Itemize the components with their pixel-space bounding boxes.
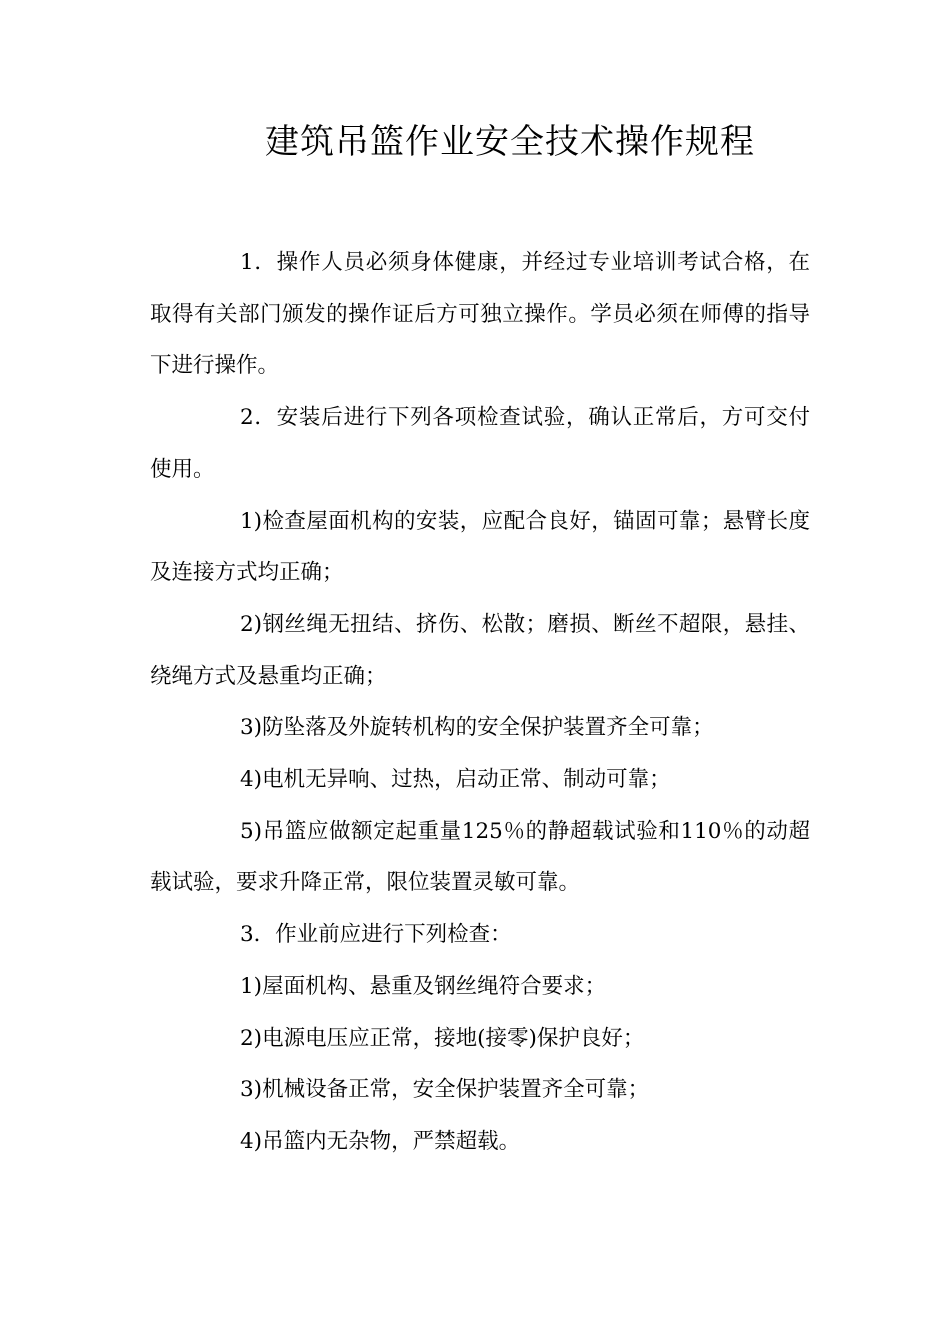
paragraph-4: 2)钢丝绳无扭结、挤伤、松散；磨损、断丝不超限，悬挂、绕绳方式及悬重均正确； [150,611,810,689]
paragraph-11: 3)机械设备正常，安全保护装置齐全可靠； [240,1077,650,1103]
paragraph-10: 2)电源电压应正常，接地(接零)保护良好； [240,1025,645,1051]
paragraph-3: 1)检查屋面机构的安装，应配合良好，锚固可靠；悬臂长度及连接方式均正确； [150,508,810,586]
paragraph-1: 1．操作人员必须身体健康，并经过专业培训考试合格，在取得有关部门颁发的操作证后方可独立操作。学员必须在师傅的指导下进行操作。 [150,250,810,379]
paragraph-12: 4)吊篮内无杂物，严禁超载。 [240,1128,521,1154]
document-title: 建筑吊篮作业安全技术操作规程 [265,122,755,162]
paragraph-9: 1)屋面机构、悬重及钢丝绳符合要求； [240,973,607,999]
paragraph-7: 5)吊篮应做额定起重量125％的静超载试验和110％的动超载试验，要求升降正常，限位装置灵敏可靠。 [150,818,810,896]
paragraph-5: 3)防坠落及外旋转机构的安全保护装置齐全可靠； [240,715,714,741]
paragraph-6: 4)电机无异响、过热，启动正常、制动可靠； [240,767,671,793]
paragraph-2: 2．安装后进行下列各项检查试验，确认正常后，方可交付使用。 [150,405,810,482]
paragraph-8: 3．作业前应进行下列检查： [240,922,512,948]
document-body [150,237,810,1168]
